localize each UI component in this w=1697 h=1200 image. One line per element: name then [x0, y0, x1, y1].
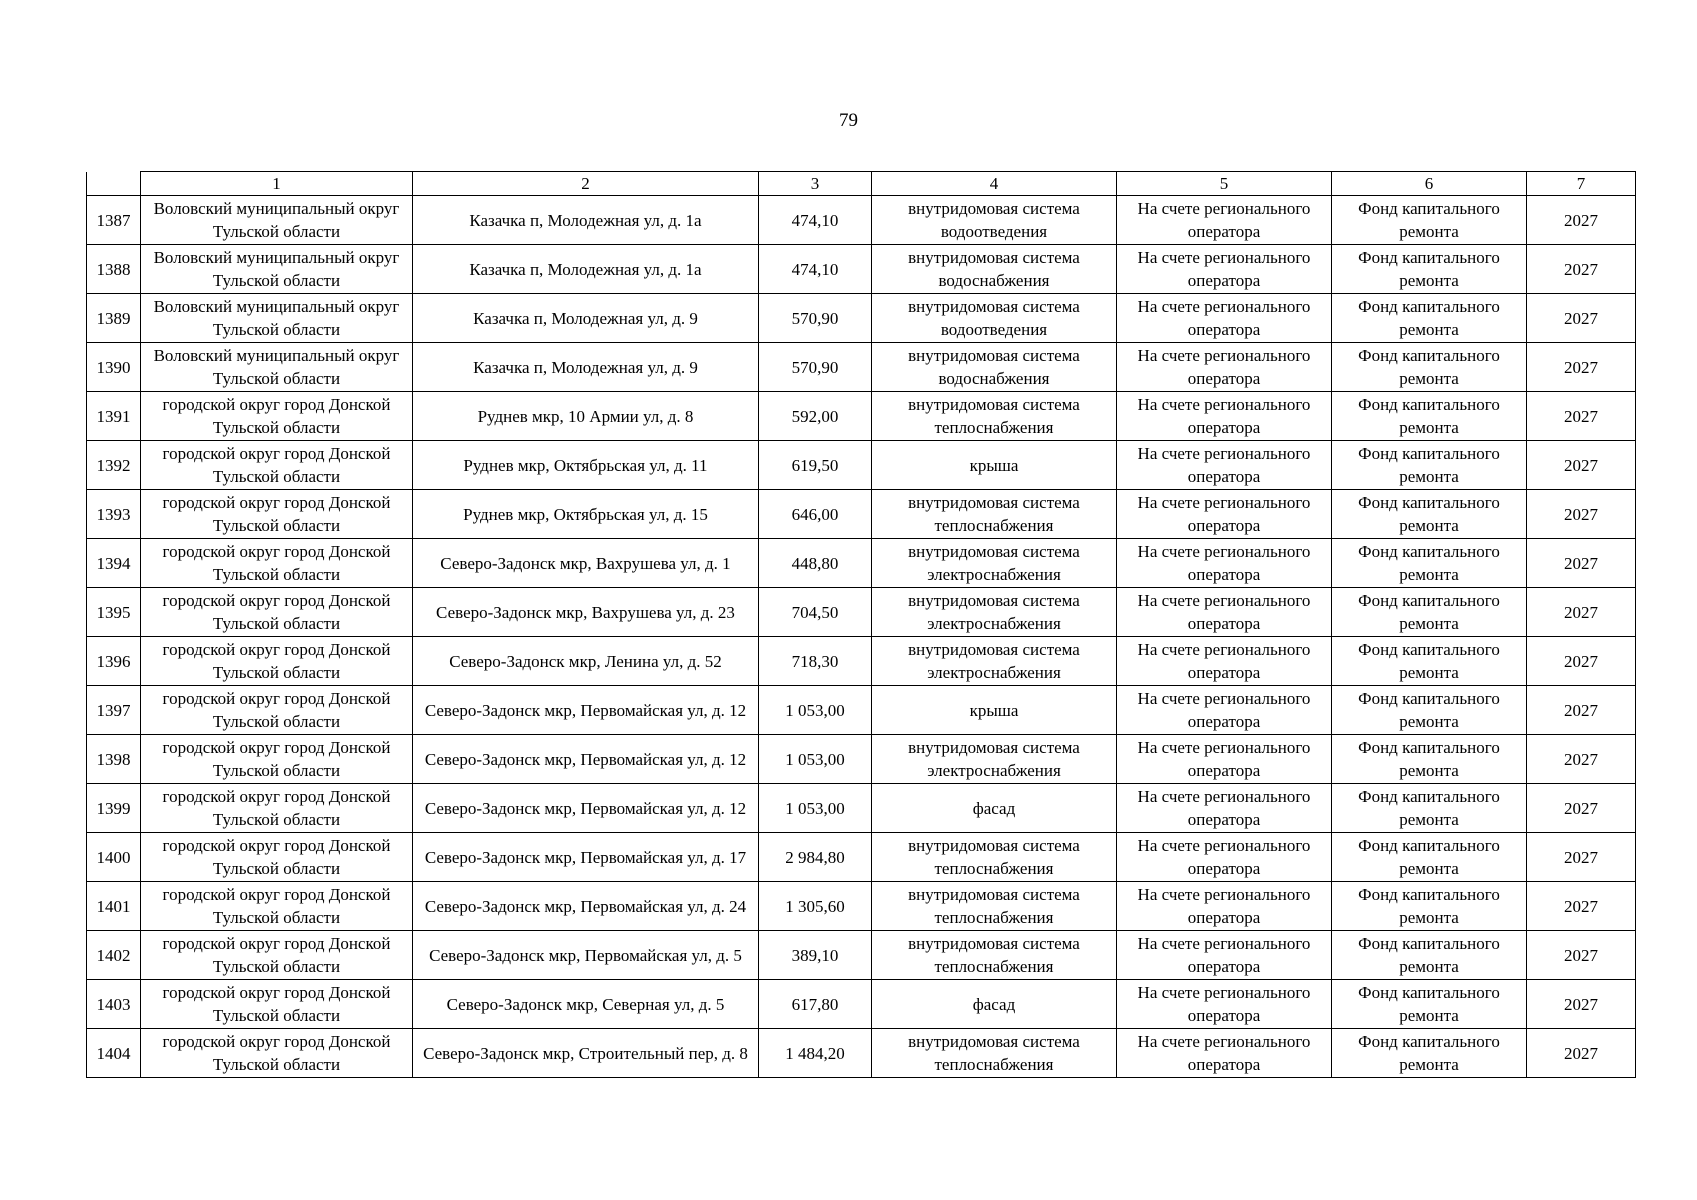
area-cell: 570,90 — [759, 343, 872, 392]
municipality-cell: городской округ город Донской Тульской области — [141, 637, 413, 686]
column-number-7: 7 — [1527, 172, 1636, 196]
column-number-6: 6 — [1332, 172, 1527, 196]
fund-cell: Фонд капитального ремонта — [1332, 392, 1527, 441]
work-type-cell: внутридомовая система водоснабжения — [872, 343, 1117, 392]
row-number: 1400 — [87, 833, 141, 882]
fund-cell: Фонд капитального ремонта — [1332, 833, 1527, 882]
fund-cell: Фонд капитального ремонта — [1332, 637, 1527, 686]
row-number: 1391 — [87, 392, 141, 441]
account-cell: На счете регионального оператора — [1117, 784, 1332, 833]
account-cell: На счете регионального оператора — [1117, 980, 1332, 1029]
row-number: 1401 — [87, 882, 141, 931]
year-cell: 2027 — [1527, 539, 1636, 588]
municipality-cell: городской округ город Донской Тульской области — [141, 539, 413, 588]
row-number: 1396 — [87, 637, 141, 686]
municipality-cell: городской округ город Донской Тульской области — [141, 735, 413, 784]
account-cell: На счете регионального оператора — [1117, 539, 1332, 588]
work-type-cell: внутридомовая система электроснабжения — [872, 735, 1117, 784]
table-row — [87, 343, 1636, 392]
year-cell: 2027 — [1527, 931, 1636, 980]
year-cell: 2027 — [1527, 1029, 1636, 1078]
table-row — [87, 392, 1636, 441]
year-cell: 2027 — [1527, 686, 1636, 735]
account-cell: На счете регионального оператора — [1117, 196, 1332, 245]
year-cell: 2027 — [1527, 980, 1636, 1029]
row-number: 1399 — [87, 784, 141, 833]
fund-cell: Фонд капитального ремонта — [1332, 343, 1527, 392]
table-row — [87, 539, 1636, 588]
municipality-cell: Воловский муниципальный округ Тульской области — [141, 294, 413, 343]
year-cell: 2027 — [1527, 637, 1636, 686]
account-cell: На счете регионального оператора — [1117, 833, 1332, 882]
year-cell: 2027 — [1527, 392, 1636, 441]
column-number-2: 2 — [413, 172, 759, 196]
account-cell: На счете регионального оператора — [1117, 245, 1332, 294]
area-cell: 617,80 — [759, 980, 872, 1029]
fund-cell: Фонд капитального ремонта — [1332, 882, 1527, 931]
capital-repair-table — [86, 171, 1636, 1078]
account-cell: На счете регионального оператора — [1117, 686, 1332, 735]
fund-cell: Фонд капитального ремонта — [1332, 686, 1527, 735]
fund-cell: Фонд капитального ремонта — [1332, 196, 1527, 245]
address-cell: Северо-Задонск мкр, Вахрушева ул, д. 23 — [413, 588, 759, 637]
work-type-cell: внутридомовая система теплоснабжения — [872, 490, 1117, 539]
year-cell: 2027 — [1527, 196, 1636, 245]
work-type-cell: внутридомовая система водоотведения — [872, 294, 1117, 343]
year-cell: 2027 — [1527, 588, 1636, 637]
fund-cell: Фонд капитального ремонта — [1332, 490, 1527, 539]
table-body — [87, 196, 1636, 1078]
row-number: 1392 — [87, 441, 141, 490]
table-row — [87, 245, 1636, 294]
row-number: 1390 — [87, 343, 141, 392]
fund-cell: Фонд капитального ремонта — [1332, 1029, 1527, 1078]
area-cell: 448,80 — [759, 539, 872, 588]
row-number: 1397 — [87, 686, 141, 735]
municipality-cell: городской округ город Донской Тульской области — [141, 833, 413, 882]
area-cell: 718,30 — [759, 637, 872, 686]
account-cell: На счете регионального оператора — [1117, 343, 1332, 392]
address-cell: Северо-Задонск мкр, Первомайская ул, д. 5 — [413, 931, 759, 980]
municipality-cell: городской округ город Донской Тульской области — [141, 784, 413, 833]
municipality-cell: городской округ город Донской Тульской области — [141, 392, 413, 441]
municipality-cell: Воловский муниципальный округ Тульской области — [141, 196, 413, 245]
table-row — [87, 1029, 1636, 1078]
year-cell: 2027 — [1527, 294, 1636, 343]
area-cell: 474,10 — [759, 245, 872, 294]
row-number: 1398 — [87, 735, 141, 784]
area-cell: 1 053,00 — [759, 784, 872, 833]
account-cell: На счете регионального оператора — [1117, 1029, 1332, 1078]
account-cell: На счете регионального оператора — [1117, 882, 1332, 931]
fund-cell: Фонд капитального ремонта — [1332, 294, 1527, 343]
table-row — [87, 490, 1636, 539]
work-type-cell: внутридомовая система теплоснабжения — [872, 1029, 1117, 1078]
work-type-cell: крыша — [872, 441, 1117, 490]
address-cell: Северо-Задонск мкр, Ленина ул, д. 52 — [413, 637, 759, 686]
area-cell: 646,00 — [759, 490, 872, 539]
address-cell: Казачка п, Молодежная ул, д. 1а — [413, 245, 759, 294]
year-cell: 2027 — [1527, 343, 1636, 392]
table-row — [87, 196, 1636, 245]
area-cell: 1 305,60 — [759, 882, 872, 931]
address-cell: Северо-Задонск мкр, Первомайская ул, д. 17 — [413, 833, 759, 882]
work-type-cell: внутридомовая система теплоснабжения — [872, 833, 1117, 882]
area-cell: 1 053,00 — [759, 735, 872, 784]
column-number-0 — [87, 172, 141, 196]
address-cell: Северо-Задонск мкр, Вахрушева ул, д. 1 — [413, 539, 759, 588]
area-cell: 704,50 — [759, 588, 872, 637]
column-number-row — [87, 172, 1636, 196]
table-row — [87, 882, 1636, 931]
area-cell: 389,10 — [759, 931, 872, 980]
account-cell: На счете регионального оператора — [1117, 392, 1332, 441]
account-cell: На счете регионального оператора — [1117, 294, 1332, 343]
fund-cell: Фонд капитального ремонта — [1332, 441, 1527, 490]
account-cell: На счете регионального оператора — [1117, 441, 1332, 490]
address-cell: Руднев мкр, 10 Армии ул, д. 8 — [413, 392, 759, 441]
row-number: 1389 — [87, 294, 141, 343]
work-type-cell: внутридомовая система теплоснабжения — [872, 392, 1117, 441]
table-row — [87, 441, 1636, 490]
area-cell: 474,10 — [759, 196, 872, 245]
row-number: 1404 — [87, 1029, 141, 1078]
row-number: 1393 — [87, 490, 141, 539]
account-cell: На счете регионального оператора — [1117, 490, 1332, 539]
work-type-cell: внутридомовая система водоснабжения — [872, 245, 1117, 294]
account-cell: На счете регионального оператора — [1117, 931, 1332, 980]
area-cell: 592,00 — [759, 392, 872, 441]
year-cell: 2027 — [1527, 490, 1636, 539]
year-cell: 2027 — [1527, 441, 1636, 490]
table-row — [87, 637, 1636, 686]
table-row — [87, 784, 1636, 833]
fund-cell: Фонд капитального ремонта — [1332, 539, 1527, 588]
row-number: 1403 — [87, 980, 141, 1029]
address-cell: Казачка п, Молодежная ул, д. 9 — [413, 294, 759, 343]
column-number-4: 4 — [872, 172, 1117, 196]
municipality-cell: Воловский муниципальный округ Тульской области — [141, 245, 413, 294]
account-cell: На счете регионального оператора — [1117, 735, 1332, 784]
table-row — [87, 735, 1636, 784]
work-type-cell: внутридомовая система электроснабжения — [872, 588, 1117, 637]
address-cell: Руднев мкр, Октябрьская ул, д. 15 — [413, 490, 759, 539]
year-cell: 2027 — [1527, 735, 1636, 784]
work-type-cell: фасад — [872, 980, 1117, 1029]
table-row — [87, 588, 1636, 637]
municipality-cell: городской округ город Донской Тульской области — [141, 490, 413, 539]
column-number-5: 5 — [1117, 172, 1332, 196]
municipality-cell: городской округ город Донской Тульской области — [141, 882, 413, 931]
fund-cell: Фонд капитального ремонта — [1332, 980, 1527, 1029]
address-cell: Северо-Задонск мкр, Первомайская ул, д. 12 — [413, 735, 759, 784]
municipality-cell: городской округ город Донской Тульской области — [141, 931, 413, 980]
table-row — [87, 294, 1636, 343]
account-cell: На счете регионального оператора — [1117, 637, 1332, 686]
work-type-cell: внутридомовая система электроснабжения — [872, 637, 1117, 686]
address-cell: Северо-Задонск мкр, Строительный пер, д. 8 — [413, 1029, 759, 1078]
table-row — [87, 833, 1636, 882]
address-cell: Северо-Задонск мкр, Первомайская ул, д. 12 — [413, 784, 759, 833]
work-type-cell: крыша — [872, 686, 1117, 735]
municipality-cell: городской округ город Донской Тульской области — [141, 980, 413, 1029]
municipality-cell: городской округ город Донской Тульской области — [141, 686, 413, 735]
table-row — [87, 980, 1636, 1029]
address-cell: Северо-Задонск мкр, Северная ул, д. 5 — [413, 980, 759, 1029]
address-cell: Северо-Задонск мкр, Первомайская ул, д. 12 — [413, 686, 759, 735]
area-cell: 619,50 — [759, 441, 872, 490]
address-cell: Казачка п, Молодежная ул, д. 9 — [413, 343, 759, 392]
work-type-cell: внутридомовая система водоотведения — [872, 196, 1117, 245]
row-number: 1388 — [87, 245, 141, 294]
fund-cell: Фонд капитального ремонта — [1332, 735, 1527, 784]
row-number: 1387 — [87, 196, 141, 245]
municipality-cell: городской округ город Донской Тульской области — [141, 1029, 413, 1078]
year-cell: 2027 — [1527, 882, 1636, 931]
page-number: 79 — [839, 110, 858, 131]
municipality-cell: Воловский муниципальный округ Тульской области — [141, 343, 413, 392]
row-number: 1394 — [87, 539, 141, 588]
municipality-cell: городской округ город Донской Тульской области — [141, 588, 413, 637]
year-cell: 2027 — [1527, 784, 1636, 833]
area-cell: 1 053,00 — [759, 686, 872, 735]
fund-cell: Фонд капитального ремонта — [1332, 245, 1527, 294]
area-cell: 1 484,20 — [759, 1029, 872, 1078]
fund-cell: Фонд капитального ремонта — [1332, 784, 1527, 833]
work-type-cell: внутридомовая система теплоснабжения — [872, 882, 1117, 931]
fund-cell: Фонд капитального ремонта — [1332, 588, 1527, 637]
year-cell: 2027 — [1527, 833, 1636, 882]
work-type-cell: внутридомовая система теплоснабжения — [872, 931, 1117, 980]
municipality-cell: городской округ город Донской Тульской области — [141, 441, 413, 490]
fund-cell: Фонд капитального ремонта — [1332, 931, 1527, 980]
work-type-cell: фасад — [872, 784, 1117, 833]
table-row — [87, 686, 1636, 735]
address-cell: Казачка п, Молодежная ул, д. 1а — [413, 196, 759, 245]
account-cell: На счете регионального оператора — [1117, 588, 1332, 637]
column-number-1: 1 — [141, 172, 413, 196]
column-number-3: 3 — [759, 172, 872, 196]
row-number: 1395 — [87, 588, 141, 637]
area-cell: 2 984,80 — [759, 833, 872, 882]
area-cell: 570,90 — [759, 294, 872, 343]
address-cell: Руднев мкр, Октябрьская ул, д. 11 — [413, 441, 759, 490]
work-type-cell: внутридомовая система электроснабжения — [872, 539, 1117, 588]
table-row — [87, 931, 1636, 980]
year-cell: 2027 — [1527, 245, 1636, 294]
address-cell: Северо-Задонск мкр, Первомайская ул, д. 24 — [413, 882, 759, 931]
row-number: 1402 — [87, 931, 141, 980]
